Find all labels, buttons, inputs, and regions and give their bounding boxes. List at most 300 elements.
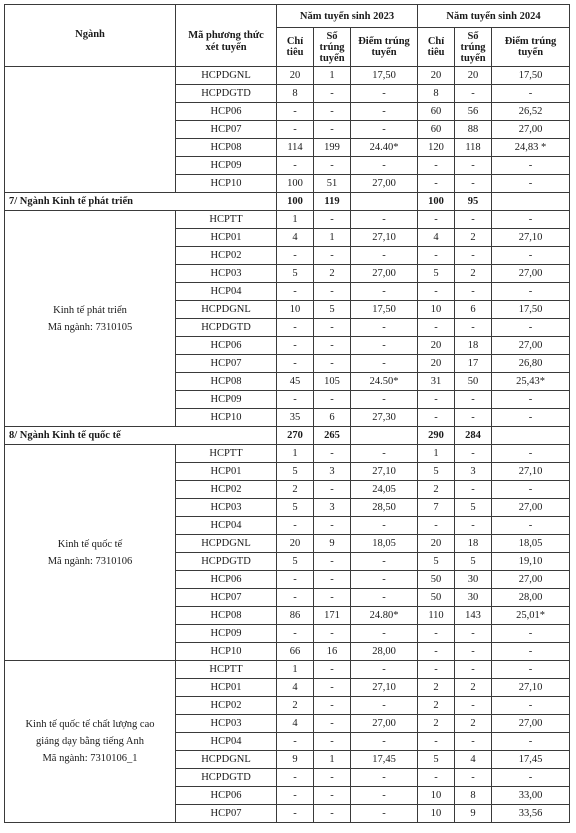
diem-trung-tuyen-2024-cell: 27,10 xyxy=(492,463,570,481)
so-trung-tuyen-2023-cell: - xyxy=(314,319,351,337)
header-year-2024: Năm tuyển sinh 2024 xyxy=(418,5,570,28)
so-trung-tuyen-2023-cell: 1 xyxy=(314,751,351,769)
major-name-line: Kinh tế quốc tế xyxy=(57,538,123,550)
ma-phuong-thuc-cell: HCP07 xyxy=(176,589,277,607)
so-trung-tuyen-2023-cell: 6 xyxy=(314,409,351,427)
header-text: tuyển xyxy=(460,52,486,64)
chi-tieu-2024-cell: - xyxy=(418,643,455,661)
diem-trung-tuyen-2024-cell: 33,56 xyxy=(492,805,570,823)
chi-tieu-2024-cell: 5 xyxy=(418,553,455,571)
so-trung-tuyen-2024-cell: 50 xyxy=(455,373,492,391)
so-trung-tuyen-2024-cell: - xyxy=(455,409,492,427)
diem-trung-tuyen-2023-cell: - xyxy=(351,391,418,409)
chi-tieu-2023-cell: 86 xyxy=(277,607,314,625)
chi-tieu-2024-cell: 20 xyxy=(418,355,455,373)
header-year-2023: Năm tuyển sinh 2023 xyxy=(277,5,418,28)
so-trung-tuyen-2023-cell: - xyxy=(314,805,351,823)
section-total-cell: 290 xyxy=(418,427,455,445)
diem-trung-tuyen-2023-cell: 24.40* xyxy=(351,139,418,157)
so-trung-tuyen-2024-cell: - xyxy=(455,481,492,499)
chi-tieu-2023-cell: 114 xyxy=(277,139,314,157)
ma-phuong-thuc-cell: HCP09 xyxy=(176,625,277,643)
chi-tieu-2023-cell: 20 xyxy=(277,67,314,85)
diem-trung-tuyen-2024-cell: 17,50 xyxy=(492,301,570,319)
header-diem-trung-tuyen-2024 xyxy=(492,28,570,67)
ma-phuong-thuc-cell: HCPTT xyxy=(176,445,277,463)
so-trung-tuyen-2023-cell: 1 xyxy=(314,229,351,247)
ma-phuong-thuc-cell: HCPDGNL xyxy=(176,301,277,319)
diem-trung-tuyen-2024-cell: 27,10 xyxy=(492,229,570,247)
chi-tieu-2024-cell: 50 xyxy=(418,589,455,607)
major-name-cell xyxy=(5,211,176,427)
ma-phuong-thuc-cell: HCP10 xyxy=(176,175,277,193)
diem-trung-tuyen-2023-cell: 28,00 xyxy=(351,643,418,661)
so-trung-tuyen-2024-cell: 88 xyxy=(455,121,492,139)
chi-tieu-2023-cell: 1 xyxy=(277,661,314,679)
so-trung-tuyen-2023-cell: - xyxy=(314,661,351,679)
so-trung-tuyen-2024-cell: 2 xyxy=(455,265,492,283)
header-text: trúng xyxy=(319,41,345,53)
table-header xyxy=(5,5,570,67)
diem-trung-tuyen-2023-cell: - xyxy=(351,625,418,643)
header-ma-phuong-thuc xyxy=(176,5,277,67)
ma-phuong-thuc-cell: HCPDGTD xyxy=(176,769,277,787)
ma-phuong-thuc-cell: HCPTT xyxy=(176,661,277,679)
chi-tieu-2023-cell: 5 xyxy=(277,553,314,571)
so-trung-tuyen-2023-cell: - xyxy=(314,697,351,715)
ma-phuong-thuc-cell: HCPDGNL xyxy=(176,535,277,553)
chi-tieu-2024-cell: 110 xyxy=(418,607,455,625)
chi-tieu-2023-cell: 35 xyxy=(277,409,314,427)
chi-tieu-2024-cell: - xyxy=(418,661,455,679)
ma-phuong-thuc-cell: HCPDGTD xyxy=(176,85,277,103)
so-trung-tuyen-2024-cell: 6 xyxy=(455,301,492,319)
so-trung-tuyen-2023-cell: - xyxy=(314,391,351,409)
chi-tieu-2023-cell: - xyxy=(277,355,314,373)
so-trung-tuyen-2024-cell: 3 xyxy=(455,463,492,481)
header-text: tuyển xyxy=(319,52,345,64)
diem-trung-tuyen-2024-cell: - xyxy=(492,211,570,229)
so-trung-tuyen-2023-cell: 3 xyxy=(314,499,351,517)
diem-trung-tuyen-2023-cell: - xyxy=(351,85,418,103)
diem-trung-tuyen-2023-cell: - xyxy=(351,337,418,355)
header-text: trúng xyxy=(460,41,486,53)
header-text: tiêu xyxy=(286,47,304,58)
diem-trung-tuyen-2024-cell: 17,50 xyxy=(492,67,570,85)
ma-phuong-thuc-cell: HCP02 xyxy=(176,247,277,265)
so-trung-tuyen-2023-cell: - xyxy=(314,85,351,103)
so-trung-tuyen-2023-cell: - xyxy=(314,553,351,571)
diem-trung-tuyen-2024-cell: 27,10 xyxy=(492,679,570,697)
chi-tieu-2023-cell: - xyxy=(277,319,314,337)
so-trung-tuyen-2023-cell: - xyxy=(314,445,351,463)
chi-tieu-2024-cell: - xyxy=(418,211,455,229)
chi-tieu-2023-cell: 1 xyxy=(277,211,314,229)
diem-trung-tuyen-2024-cell: 18,05 xyxy=(492,535,570,553)
table-body xyxy=(5,67,570,823)
so-trung-tuyen-2023-cell: 5 xyxy=(314,301,351,319)
chi-tieu-2023-cell: - xyxy=(277,121,314,139)
chi-tieu-2024-cell: 5 xyxy=(418,751,455,769)
diem-trung-tuyen-2024-cell: 27,00 xyxy=(492,715,570,733)
ma-phuong-thuc-cell: HCP01 xyxy=(176,229,277,247)
section-title: 8/ Ngành Kinh tế quốc tế xyxy=(5,427,277,445)
so-trung-tuyen-2023-cell: - xyxy=(314,337,351,355)
so-trung-tuyen-2023-cell: - xyxy=(314,571,351,589)
section-total-cell: 265 xyxy=(314,427,351,445)
chi-tieu-2023-cell: 5 xyxy=(277,463,314,481)
so-trung-tuyen-2024-cell: 5 xyxy=(455,499,492,517)
so-trung-tuyen-2024-cell: 18 xyxy=(455,535,492,553)
chi-tieu-2024-cell: - xyxy=(418,769,455,787)
so-trung-tuyen-2024-cell: - xyxy=(455,175,492,193)
admission-table xyxy=(4,4,570,823)
ma-phuong-thuc-cell: HCP04 xyxy=(176,283,277,301)
chi-tieu-2024-cell: 120 xyxy=(418,139,455,157)
chi-tieu-2024-cell: - xyxy=(418,247,455,265)
header-text: Số xyxy=(326,30,338,42)
diem-trung-tuyen-2024-cell: - xyxy=(492,643,570,661)
diem-trung-tuyen-2024-cell: - xyxy=(492,733,570,751)
chi-tieu-2024-cell: 5 xyxy=(418,463,455,481)
diem-trung-tuyen-2024-cell: - xyxy=(492,697,570,715)
chi-tieu-2023-cell: 4 xyxy=(277,715,314,733)
table-row xyxy=(5,211,570,229)
so-trung-tuyen-2023-cell: 51 xyxy=(314,175,351,193)
header-chi-tieu-2024 xyxy=(418,28,455,67)
diem-trung-tuyen-2023-cell: 27,10 xyxy=(351,463,418,481)
chi-tieu-2023-cell: - xyxy=(277,769,314,787)
chi-tieu-2023-cell: 20 xyxy=(277,535,314,553)
major-name-line: Kinh tế quốc tế chất lượng cao xyxy=(25,719,155,730)
chi-tieu-2023-cell: 1 xyxy=(277,445,314,463)
diem-trung-tuyen-2023-cell: - xyxy=(351,661,418,679)
header-text: Chỉ xyxy=(427,36,445,47)
so-trung-tuyen-2024-cell: - xyxy=(455,157,492,175)
chi-tieu-2024-cell: 10 xyxy=(418,805,455,823)
header-text: Điểm trúng xyxy=(358,36,410,47)
header-so-trung-tuyen-2023 xyxy=(314,28,351,67)
section-total-cell: 284 xyxy=(455,427,492,445)
header-text: tiêu xyxy=(427,47,445,58)
chi-tieu-2023-cell: - xyxy=(277,337,314,355)
so-trung-tuyen-2023-cell: 1 xyxy=(314,67,351,85)
section-total-cell: 270 xyxy=(277,427,314,445)
chi-tieu-2023-cell: - xyxy=(277,391,314,409)
so-trung-tuyen-2023-cell: 16 xyxy=(314,643,351,661)
header-ma-pt-line2: xét tuyển xyxy=(205,42,247,53)
ma-phuong-thuc-cell: HCP06 xyxy=(176,571,277,589)
chi-tieu-2023-cell: 66 xyxy=(277,643,314,661)
so-trung-tuyen-2023-cell: - xyxy=(314,769,351,787)
so-trung-tuyen-2024-cell: 20 xyxy=(455,67,492,85)
so-trung-tuyen-2023-cell: - xyxy=(314,247,351,265)
chi-tieu-2023-cell: 2 xyxy=(277,481,314,499)
diem-trung-tuyen-2024-cell: - xyxy=(492,157,570,175)
diem-trung-tuyen-2023-cell: - xyxy=(351,319,418,337)
so-trung-tuyen-2024-cell: - xyxy=(455,769,492,787)
ma-phuong-thuc-cell: HCP03 xyxy=(176,499,277,517)
chi-tieu-2023-cell: - xyxy=(277,787,314,805)
chi-tieu-2024-cell: 60 xyxy=(418,121,455,139)
chi-tieu-2023-cell: 45 xyxy=(277,373,314,391)
chi-tieu-2023-cell: - xyxy=(277,103,314,121)
chi-tieu-2023-cell: - xyxy=(277,571,314,589)
so-trung-tuyen-2023-cell: - xyxy=(314,589,351,607)
chi-tieu-2024-cell: - xyxy=(418,733,455,751)
so-trung-tuyen-2024-cell: - xyxy=(455,733,492,751)
so-trung-tuyen-2023-cell: - xyxy=(314,211,351,229)
so-trung-tuyen-2023-cell: - xyxy=(314,625,351,643)
section-row xyxy=(5,193,570,211)
chi-tieu-2024-cell: - xyxy=(418,517,455,535)
diem-trung-tuyen-2023-cell: 27,10 xyxy=(351,229,418,247)
diem-trung-tuyen-2024-cell: 24,83 * xyxy=(492,139,570,157)
section-total-cell: 95 xyxy=(455,193,492,211)
header-text: tuyển xyxy=(517,47,544,58)
so-trung-tuyen-2024-cell: - xyxy=(455,625,492,643)
diem-trung-tuyen-2024-cell: 33,00 xyxy=(492,787,570,805)
chi-tieu-2024-cell: 5 xyxy=(418,265,455,283)
diem-trung-tuyen-2023-cell: - xyxy=(351,157,418,175)
ma-phuong-thuc-cell: HCPDGNL xyxy=(176,751,277,769)
diem-trung-tuyen-2024-cell: 17,45 xyxy=(492,751,570,769)
section-total-cell: 100 xyxy=(277,193,314,211)
so-trung-tuyen-2024-cell: 5 xyxy=(455,553,492,571)
chi-tieu-2023-cell: - xyxy=(277,733,314,751)
diem-trung-tuyen-2024-cell: - xyxy=(492,517,570,535)
ma-phuong-thuc-cell: HCP07 xyxy=(176,805,277,823)
diem-trung-tuyen-2023-cell: - xyxy=(351,733,418,751)
diem-trung-tuyen-2023-cell: - xyxy=(351,769,418,787)
so-trung-tuyen-2023-cell: - xyxy=(314,283,351,301)
so-trung-tuyen-2024-cell: 2 xyxy=(455,715,492,733)
ma-phuong-thuc-cell: HCP06 xyxy=(176,103,277,121)
so-trung-tuyen-2024-cell: 118 xyxy=(455,139,492,157)
section-total-cell xyxy=(492,193,570,211)
diem-trung-tuyen-2024-cell: - xyxy=(492,175,570,193)
chi-tieu-2024-cell: 7 xyxy=(418,499,455,517)
so-trung-tuyen-2024-cell: 2 xyxy=(455,229,492,247)
diem-trung-tuyen-2024-cell: 27,00 xyxy=(492,337,570,355)
ma-phuong-thuc-cell: HCP07 xyxy=(176,121,277,139)
chi-tieu-2023-cell: - xyxy=(277,157,314,175)
diem-trung-tuyen-2023-cell: - xyxy=(351,445,418,463)
header-ma-pt-line1: Mã phương thức xyxy=(188,30,264,41)
diem-trung-tuyen-2023-cell: 24.50* xyxy=(351,373,418,391)
header-diem-trung-tuyen-2023 xyxy=(351,28,418,67)
so-trung-tuyen-2024-cell: - xyxy=(455,517,492,535)
diem-trung-tuyen-2024-cell: 25,43* xyxy=(492,373,570,391)
chi-tieu-2024-cell: 8 xyxy=(418,85,455,103)
diem-trung-tuyen-2023-cell: 24,05 xyxy=(351,481,418,499)
diem-trung-tuyen-2024-cell: - xyxy=(492,445,570,463)
diem-trung-tuyen-2023-cell: 27,00 xyxy=(351,265,418,283)
chi-tieu-2024-cell: - xyxy=(418,409,455,427)
diem-trung-tuyen-2023-cell: - xyxy=(351,697,418,715)
chi-tieu-2023-cell: - xyxy=(277,589,314,607)
major-name-line: Mã ngành: 7310105 xyxy=(47,321,133,333)
header-chi-tieu-2023 xyxy=(277,28,314,67)
diem-trung-tuyen-2023-cell: - xyxy=(351,571,418,589)
section-total-cell: 119 xyxy=(314,193,351,211)
ma-phuong-thuc-cell: HCP06 xyxy=(176,337,277,355)
header-text: tuyển xyxy=(371,47,397,58)
diem-trung-tuyen-2024-cell: - xyxy=(492,481,570,499)
so-trung-tuyen-2024-cell: 9 xyxy=(455,805,492,823)
diem-trung-tuyen-2023-cell: 27,00 xyxy=(351,715,418,733)
so-trung-tuyen-2024-cell: - xyxy=(455,85,492,103)
diem-trung-tuyen-2023-cell: 28,50 xyxy=(351,499,418,517)
chi-tieu-2023-cell: - xyxy=(277,283,314,301)
chi-tieu-2024-cell: 2 xyxy=(418,697,455,715)
ma-phuong-thuc-cell: HCP09 xyxy=(176,157,277,175)
diem-trung-tuyen-2023-cell: - xyxy=(351,553,418,571)
diem-trung-tuyen-2023-cell: 27,30 xyxy=(351,409,418,427)
ma-phuong-thuc-cell: HCP03 xyxy=(176,715,277,733)
so-trung-tuyen-2023-cell: - xyxy=(314,715,351,733)
section-total-cell xyxy=(351,427,418,445)
chi-tieu-2023-cell: - xyxy=(277,517,314,535)
so-trung-tuyen-2024-cell: 18 xyxy=(455,337,492,355)
so-trung-tuyen-2024-cell: - xyxy=(455,445,492,463)
chi-tieu-2024-cell: 31 xyxy=(418,373,455,391)
chi-tieu-2024-cell: 50 xyxy=(418,571,455,589)
diem-trung-tuyen-2024-cell: - xyxy=(492,247,570,265)
chi-tieu-2023-cell: 9 xyxy=(277,751,314,769)
so-trung-tuyen-2023-cell: 105 xyxy=(314,373,351,391)
chi-tieu-2023-cell: 4 xyxy=(277,679,314,697)
diem-trung-tuyen-2024-cell: 27,00 xyxy=(492,571,570,589)
major-name-line: Mã ngành: 7310106_1 xyxy=(42,753,138,764)
header-text: Số xyxy=(467,30,479,42)
chi-tieu-2023-cell: 4 xyxy=(277,229,314,247)
so-trung-tuyen-2024-cell: 17 xyxy=(455,355,492,373)
so-trung-tuyen-2024-cell: - xyxy=(455,391,492,409)
diem-trung-tuyen-2023-cell: - xyxy=(351,517,418,535)
diem-trung-tuyen-2024-cell: - xyxy=(492,283,570,301)
diem-trung-tuyen-2023-cell: 18,05 xyxy=(351,535,418,553)
section-total-cell: 100 xyxy=(418,193,455,211)
diem-trung-tuyen-2024-cell: 27,00 xyxy=(492,121,570,139)
diem-trung-tuyen-2024-cell: 27,00 xyxy=(492,265,570,283)
diem-trung-tuyen-2023-cell: - xyxy=(351,121,418,139)
chi-tieu-2023-cell: 8 xyxy=(277,85,314,103)
so-trung-tuyen-2023-cell: - xyxy=(314,103,351,121)
diem-trung-tuyen-2023-cell: - xyxy=(351,247,418,265)
so-trung-tuyen-2023-cell: 2 xyxy=(314,265,351,283)
so-trung-tuyen-2023-cell: - xyxy=(314,679,351,697)
chi-tieu-2024-cell: 20 xyxy=(418,535,455,553)
diem-trung-tuyen-2023-cell: - xyxy=(351,211,418,229)
so-trung-tuyen-2023-cell: - xyxy=(314,355,351,373)
ma-phuong-thuc-cell: HCPTT xyxy=(176,211,277,229)
so-trung-tuyen-2024-cell: 143 xyxy=(455,607,492,625)
diem-trung-tuyen-2023-cell: 27,10 xyxy=(351,679,418,697)
chi-tieu-2024-cell: 2 xyxy=(418,679,455,697)
diem-trung-tuyen-2024-cell: - xyxy=(492,319,570,337)
so-trung-tuyen-2023-cell: - xyxy=(314,121,351,139)
table-row xyxy=(5,67,570,85)
diem-trung-tuyen-2024-cell: 28,00 xyxy=(492,589,570,607)
header-text: Điểm trúng xyxy=(504,36,557,47)
ma-phuong-thuc-cell: HCP06 xyxy=(176,787,277,805)
ma-phuong-thuc-cell: HCP02 xyxy=(176,697,277,715)
ma-phuong-thuc-cell: HCP08 xyxy=(176,607,277,625)
diem-trung-tuyen-2023-cell: - xyxy=(351,355,418,373)
chi-tieu-2024-cell: - xyxy=(418,625,455,643)
diem-trung-tuyen-2023-cell: 17,50 xyxy=(351,67,418,85)
so-trung-tuyen-2023-cell: - xyxy=(314,733,351,751)
so-trung-tuyen-2024-cell: - xyxy=(455,661,492,679)
diem-trung-tuyen-2023-cell: 17,45 xyxy=(351,751,418,769)
major-name-line: Kinh tế phát triển xyxy=(53,304,127,316)
table-row xyxy=(5,661,570,679)
chi-tieu-2024-cell: - xyxy=(418,175,455,193)
so-trung-tuyen-2024-cell: 56 xyxy=(455,103,492,121)
ma-phuong-thuc-cell: HCPDGTD xyxy=(176,553,277,571)
ma-phuong-thuc-cell: HCP04 xyxy=(176,733,277,751)
diem-trung-tuyen-2024-cell: 27,00 xyxy=(492,499,570,517)
table-row xyxy=(5,445,570,463)
ma-phuong-thuc-cell: HCPDGNL xyxy=(176,67,277,85)
diem-trung-tuyen-2024-cell: - xyxy=(492,625,570,643)
chi-tieu-2023-cell: 10 xyxy=(277,301,314,319)
chi-tieu-2024-cell: - xyxy=(418,319,455,337)
chi-tieu-2024-cell: 10 xyxy=(418,787,455,805)
ma-phuong-thuc-cell: HCP10 xyxy=(176,643,277,661)
so-trung-tuyen-2024-cell: - xyxy=(455,697,492,715)
major-name-cell xyxy=(5,67,176,193)
chi-tieu-2024-cell: 2 xyxy=(418,481,455,499)
chi-tieu-2024-cell: 60 xyxy=(418,103,455,121)
diem-trung-tuyen-2023-cell: - xyxy=(351,283,418,301)
ma-phuong-thuc-cell: HCP01 xyxy=(176,463,277,481)
chi-tieu-2024-cell: 20 xyxy=(418,67,455,85)
diem-trung-tuyen-2024-cell: 19,10 xyxy=(492,553,570,571)
section-row xyxy=(5,427,570,445)
diem-trung-tuyen-2024-cell: - xyxy=(492,769,570,787)
chi-tieu-2023-cell: - xyxy=(277,625,314,643)
so-trung-tuyen-2024-cell: 30 xyxy=(455,589,492,607)
chi-tieu-2023-cell: 100 xyxy=(277,175,314,193)
diem-trung-tuyen-2024-cell: - xyxy=(492,409,570,427)
header-so-trung-tuyen-2024 xyxy=(455,28,492,67)
chi-tieu-2024-cell: - xyxy=(418,283,455,301)
ma-phuong-thuc-cell: HCP03 xyxy=(176,265,277,283)
chi-tieu-2024-cell: 1 xyxy=(418,445,455,463)
major-name-cell xyxy=(5,445,176,661)
chi-tieu-2023-cell: - xyxy=(277,805,314,823)
chi-tieu-2023-cell: 5 xyxy=(277,265,314,283)
ma-phuong-thuc-cell: HCP07 xyxy=(176,355,277,373)
diem-trung-tuyen-2024-cell: - xyxy=(492,661,570,679)
so-trung-tuyen-2024-cell: - xyxy=(455,247,492,265)
so-trung-tuyen-2023-cell: 9 xyxy=(314,535,351,553)
diem-trung-tuyen-2024-cell: 25,01* xyxy=(492,607,570,625)
diem-trung-tuyen-2023-cell: - xyxy=(351,103,418,121)
diem-trung-tuyen-2024-cell: 26,80 xyxy=(492,355,570,373)
diem-trung-tuyen-2024-cell: 26,52 xyxy=(492,103,570,121)
diem-trung-tuyen-2023-cell: 24.80* xyxy=(351,607,418,625)
diem-trung-tuyen-2023-cell: 17,50 xyxy=(351,301,418,319)
so-trung-tuyen-2024-cell: - xyxy=(455,319,492,337)
diem-trung-tuyen-2023-cell: - xyxy=(351,805,418,823)
section-title: 7/ Ngành Kinh tế phát triển xyxy=(5,193,277,211)
diem-trung-tuyen-2023-cell: 27,00 xyxy=(351,175,418,193)
so-trung-tuyen-2024-cell: 2 xyxy=(455,679,492,697)
so-trung-tuyen-2024-cell: 30 xyxy=(455,571,492,589)
